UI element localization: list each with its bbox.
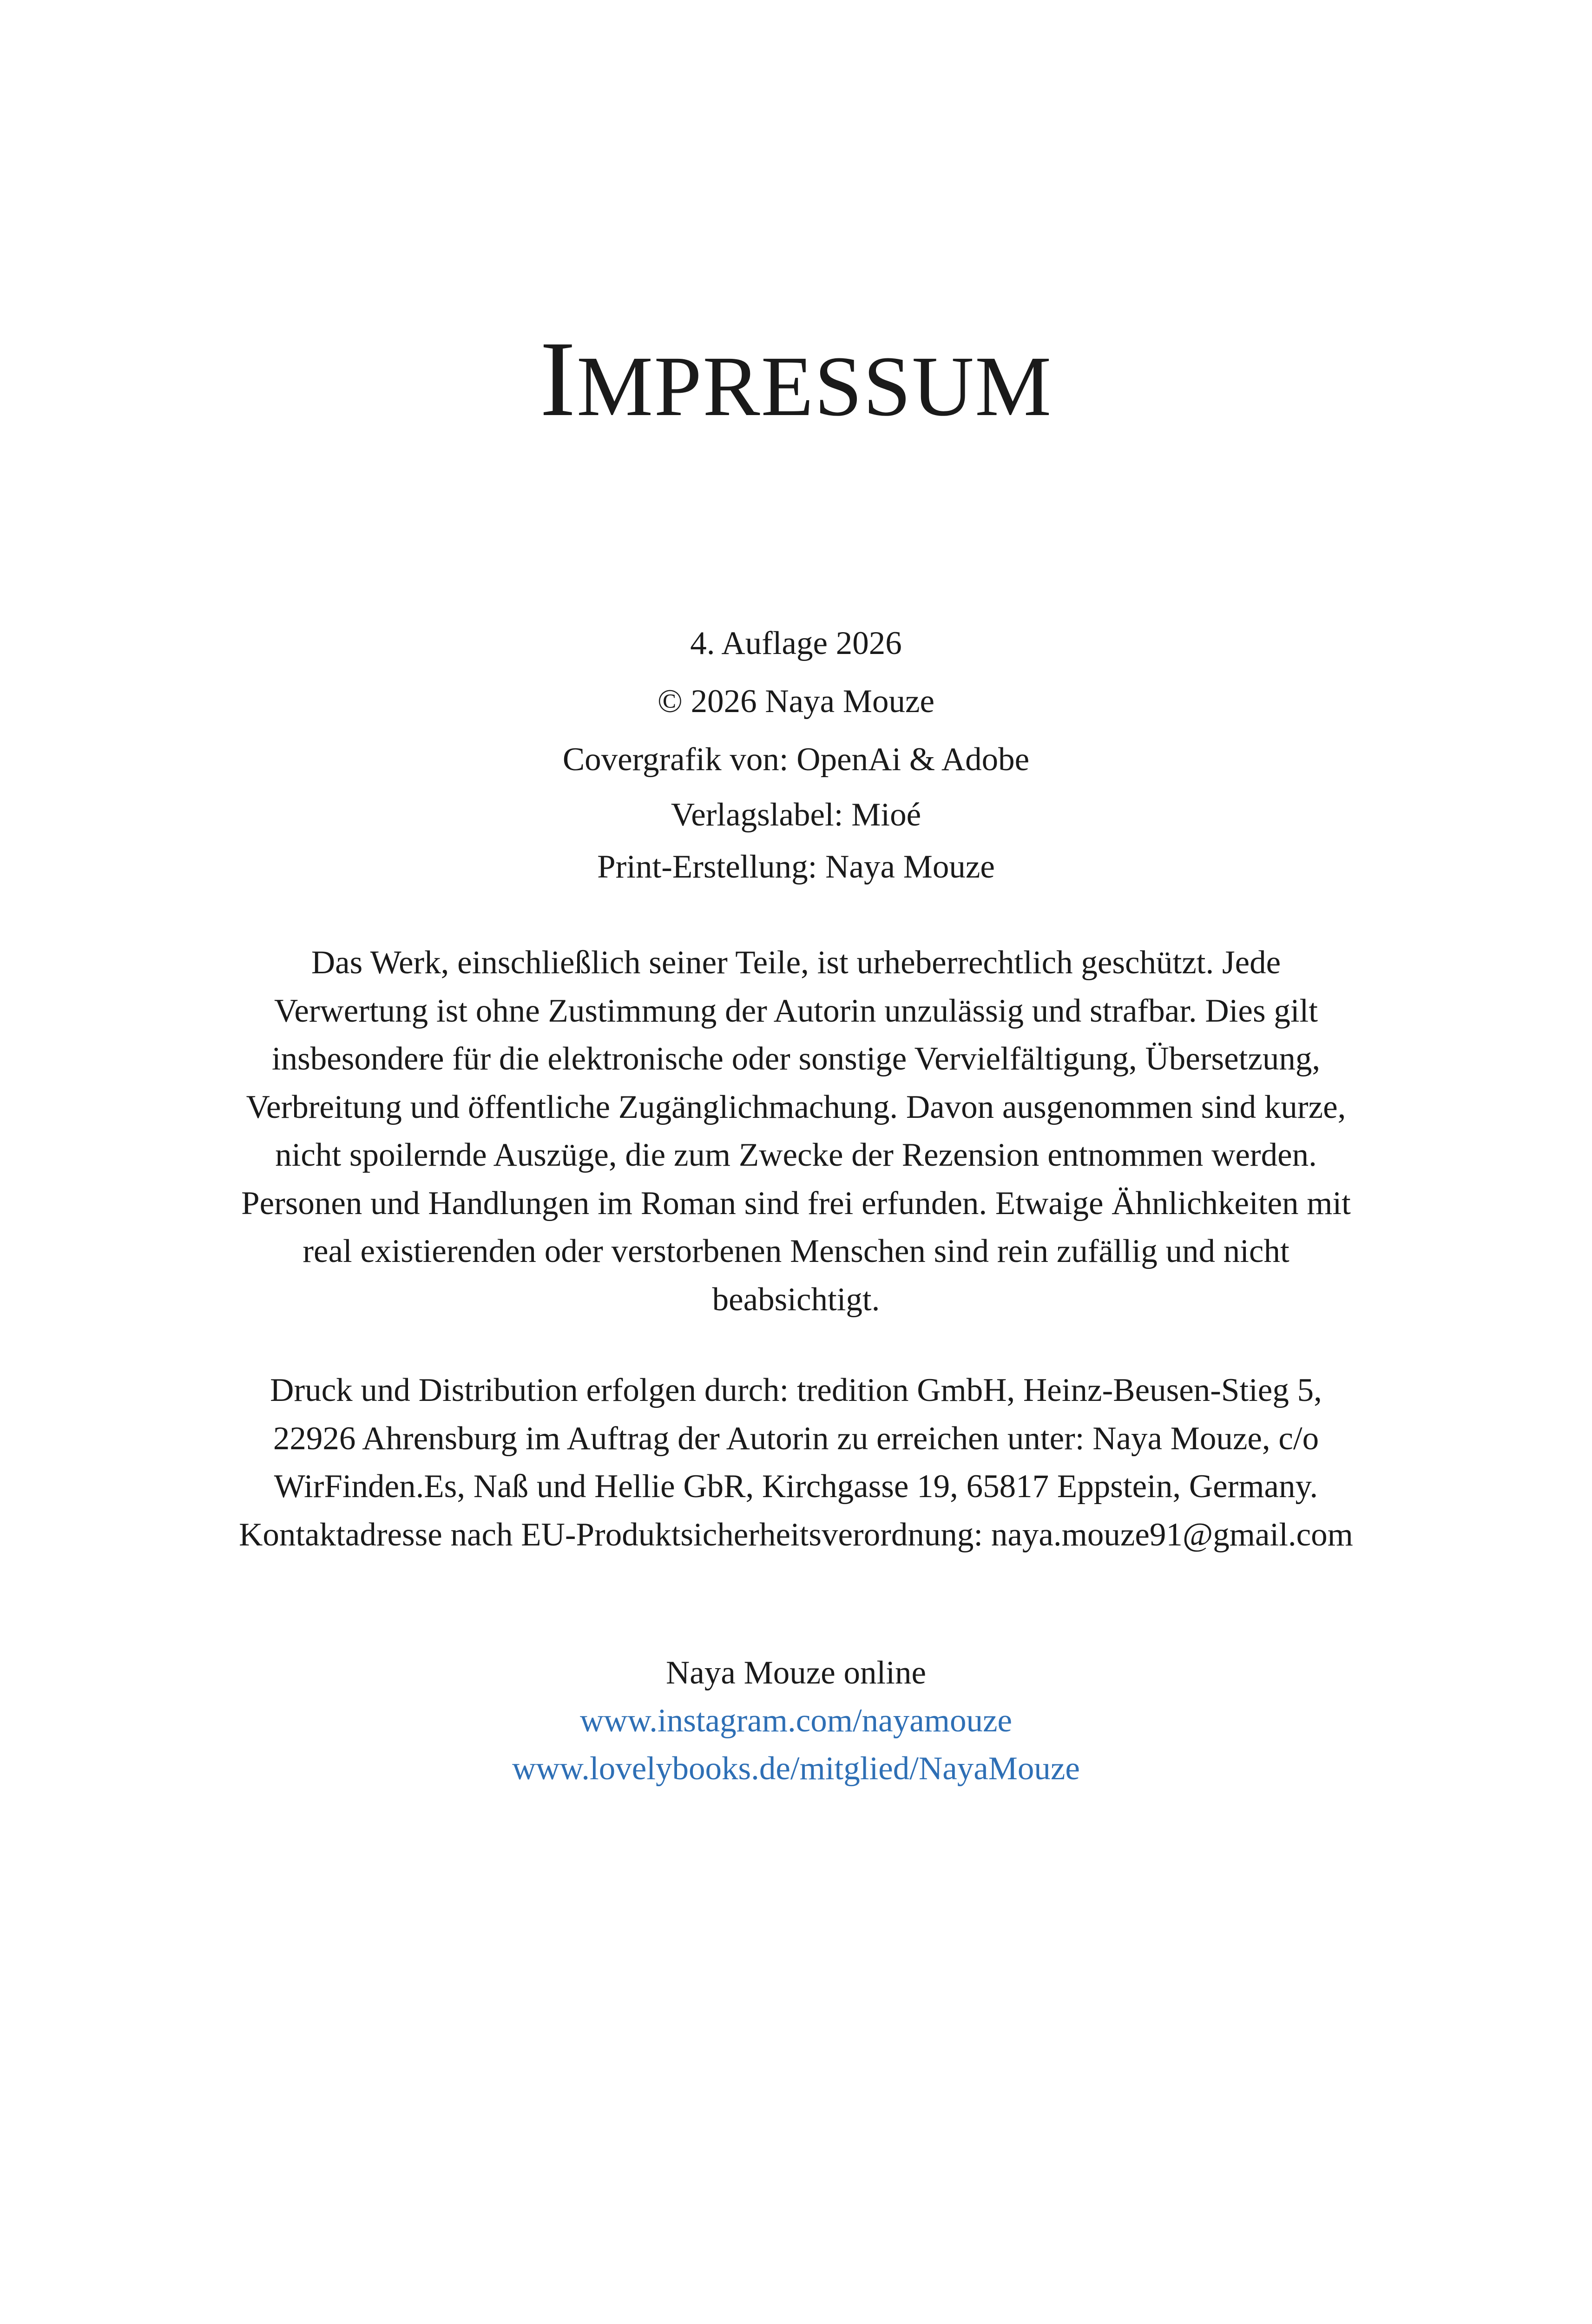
copyright-line: © 2026 Naya Mouze — [657, 683, 935, 720]
rights-line: real existierenden oder verstorbenen Menschen sind rein zufällig und nicht — [303, 1233, 1289, 1269]
lovelybooks-link[interactable]: www.lovelybooks.de/mitglied/NayaMouze — [512, 1750, 1080, 1787]
title-rest: MPRESSUM — [576, 339, 1053, 434]
instagram-link[interactable]: www.instagram.com/nayamouze — [580, 1703, 1012, 1739]
rights-line: beabsichtigt. — [712, 1281, 880, 1318]
online-heading: Naya Mouze online — [666, 1655, 926, 1691]
rights-line: Das Werk, einschließlich seiner Teile, ist urheberrechtlich geschützt. Jede — [311, 944, 1281, 981]
distribution-line: Druck und Distribution erfolgen durch: tredition GmbH, Heinz-Beusen-Stieg 5, — [270, 1372, 1322, 1408]
rights-line: Personen und Handlungen im Roman sind frei erfunden. Etwaige Ähnlichkeiten mit — [241, 1185, 1351, 1221]
cover-credit-line: Covergrafik von: OpenAi & Adobe — [562, 741, 1030, 778]
title-initial: I — [539, 319, 577, 439]
rights-line: insbesondere für die elektronische oder sonstige Vervielfältigung, Übersetzung, — [271, 1041, 1321, 1077]
distribution-line: Kontaktadresse nach EU-Produktsicherheitsverordnung: naya.mouze91@gmail.com — [239, 1516, 1353, 1553]
distribution-line: 22926 Ahrensburg im Auftrag der Autorin zu erreichen unter: Naya Mouze, c/o — [273, 1420, 1319, 1457]
copyright-notice — [0, 939, 1592, 1324]
rights-line: Verwertung ist ohne Zustimmung der Autorin unzulässig und strafbar. Dies gilt — [274, 992, 1318, 1029]
author-online — [0, 1649, 1592, 1793]
publication-info — [0, 614, 1592, 893]
distribution-notice — [0, 1367, 1592, 1559]
rights-line: Verbreitung und öffentliche Zugänglichmachung. Davon ausgenommen sind kurze, — [246, 1089, 1346, 1125]
rights-line: nicht spoilernde Auszüge, die zum Zwecke der Rezension entnommen werden. — [275, 1137, 1317, 1173]
edition-line: 4. Auflage 2026 — [690, 625, 902, 661]
distribution-line: WirFinden.Es, Naß und Hellie GbR, Kirchgasse 19, 65817 Eppstein, Germany. — [274, 1468, 1318, 1505]
page-title — [0, 319, 1592, 439]
publisher-label-line: Verlagslabel: Mioé — [671, 797, 921, 833]
print-credit-line: Print-Erstellung: Naya Mouze — [597, 849, 995, 885]
